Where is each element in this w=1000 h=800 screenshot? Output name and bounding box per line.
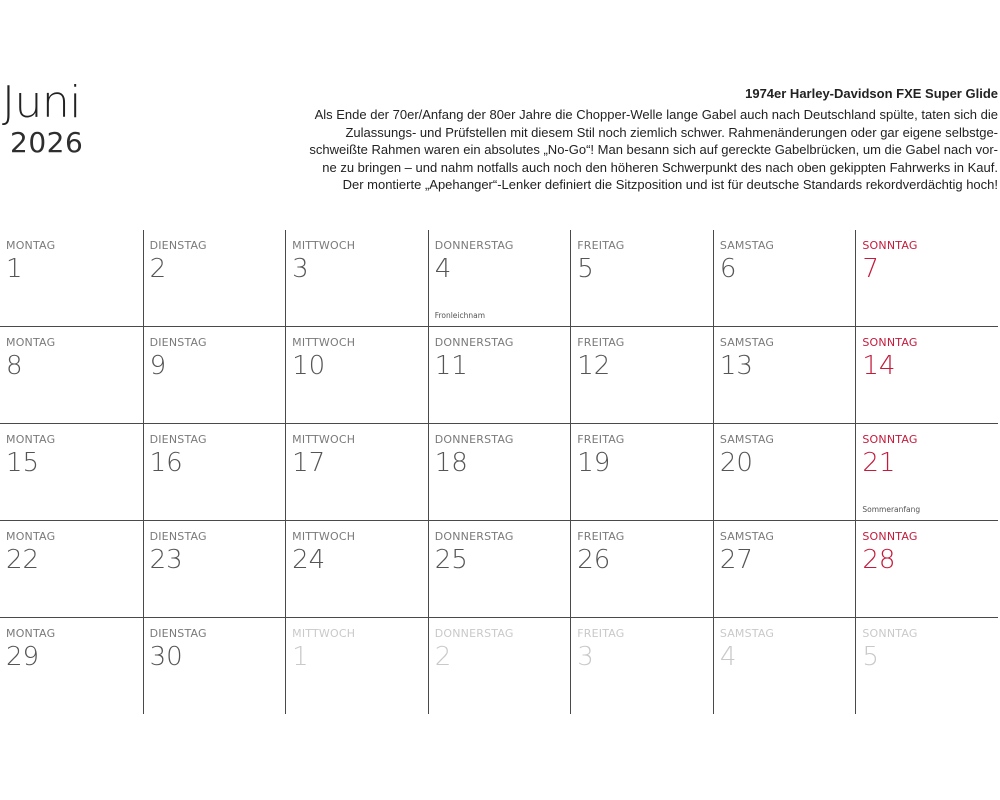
day-number: 12 <box>577 351 611 381</box>
calendar-day-cell <box>285 521 428 617</box>
calendar-week-row <box>0 521 998 618</box>
weekday-label: MITTWOCH <box>292 336 356 349</box>
description-title: 1974er Harley-Davidson FXE Super Glide <box>745 86 998 101</box>
calendar-day-cell <box>428 230 571 326</box>
day-number: 20 <box>719 448 753 478</box>
holiday-label: Sommeranfang <box>862 505 921 514</box>
day-number: 13 <box>719 351 753 381</box>
calendar-day-cell-adjacent-month <box>285 618 428 714</box>
weekday-label: MITTWOCH <box>292 627 356 640</box>
day-number: 24 <box>292 545 326 575</box>
day-number: 9 <box>149 351 167 381</box>
description-line: Der montierte „Apehanger“-Lenker definiert die Sitzposition und ist für deutsche Standards rekordverdächtig hoch! <box>342 177 998 192</box>
day-number: 29 <box>6 642 40 672</box>
day-number: 19 <box>577 448 611 478</box>
weekday-label: MITTWOCH <box>292 530 356 543</box>
weekday-label: FREITAG <box>577 433 625 446</box>
calendar-day-cell <box>713 521 856 617</box>
calendar-week-row <box>0 327 998 424</box>
calendar-day-cell <box>0 230 143 326</box>
day-number: 7 <box>862 254 879 284</box>
calendar-day-cell <box>855 230 998 326</box>
day-number: 3 <box>292 254 309 284</box>
calendar-day-cell <box>855 327 998 423</box>
weekday-label: DIENSTAG <box>149 530 207 543</box>
day-number: 25 <box>434 545 468 575</box>
calendar-day-cell <box>285 230 428 326</box>
weekday-label: SAMSTAG <box>719 627 775 640</box>
weekday-label: DIENSTAG <box>149 239 207 252</box>
month-name: Juni <box>2 77 81 128</box>
description-line: Als Ende der 70er/Anfang der 80er Jahre die Chopper-Welle lange Gabel auch nach Deutschland spülte, taten sich die <box>314 107 998 122</box>
day-number: 10 <box>292 351 326 381</box>
calendar-day-cell <box>143 424 286 520</box>
weekday-label: FREITAG <box>577 336 625 349</box>
calendar-day-cell <box>143 230 286 326</box>
description-line: schweißte Rahmen waren ein absolutes „No-Go“! Man besann sich auf gereckte Gabelbrücken, um die Gabel nach vor- <box>309 142 998 157</box>
calendar-day-cell-adjacent-month <box>855 618 998 714</box>
weekday-label: SONNTAG <box>862 627 918 640</box>
day-number: 2 <box>149 254 167 284</box>
calendar-day-cell <box>570 521 713 617</box>
calendar-day-cell <box>428 424 571 520</box>
calendar-day-cell <box>713 230 856 326</box>
day-number: 5 <box>577 254 594 284</box>
weekday-label: MONTAG <box>6 239 56 252</box>
motorcycle-description <box>278 85 998 194</box>
calendar-day-cell <box>428 327 571 423</box>
weekday-label: MONTAG <box>6 627 56 640</box>
weekday-label: DONNERSTAG <box>434 627 514 640</box>
calendar-day-cell <box>570 424 713 520</box>
day-number: 15 <box>6 448 40 478</box>
description-line: ne zu bringen – und nahm notfalls auch noch den höheren Schwerpunkt des nach oben gekippten Fahrwerks in Kauf. <box>322 159 998 175</box>
weekday-label: MONTAG <box>6 336 56 349</box>
calendar-day-cell-adjacent-month <box>428 618 571 714</box>
calendar-day-cell <box>143 521 286 617</box>
day-number: 6 <box>719 254 737 284</box>
weekday-label: DIENSTAG <box>149 336 207 349</box>
weekday-label: SONNTAG <box>862 433 918 446</box>
weekday-label: FREITAG <box>577 627 625 640</box>
calendar-day-cell <box>428 521 571 617</box>
calendar-day-cell <box>0 618 143 714</box>
day-number: 21 <box>862 448 896 478</box>
day-number: 2 <box>434 642 452 672</box>
day-number: 16 <box>149 448 183 478</box>
weekday-label: SONNTAG <box>862 336 918 349</box>
calendar-day-cell <box>285 327 428 423</box>
day-number: 4 <box>719 642 737 672</box>
weekday-label: SONNTAG <box>862 530 918 543</box>
calendar-week-row <box>0 230 998 327</box>
weekday-label: MITTWOCH <box>292 433 356 446</box>
day-number: 17 <box>292 448 326 478</box>
day-number: 18 <box>434 448 468 478</box>
day-number: 27 <box>719 545 753 575</box>
weekday-label: MITTWOCH <box>292 239 356 252</box>
weekday-label: MONTAG <box>6 530 56 543</box>
weekday-label: DONNERSTAG <box>434 530 514 543</box>
day-number: 23 <box>149 545 183 575</box>
calendar-week-row <box>0 424 998 521</box>
day-number: 26 <box>577 545 611 575</box>
calendar-grid <box>0 230 998 714</box>
weekday-label: MONTAG <box>6 433 56 446</box>
weekday-label: SAMSTAG <box>719 530 775 543</box>
weekday-label: DONNERSTAG <box>434 336 514 349</box>
calendar-day-cell <box>285 424 428 520</box>
weekday-label: FREITAG <box>577 239 625 252</box>
year: 2026 <box>10 126 84 159</box>
weekday-label: SONNTAG <box>862 239 918 252</box>
calendar-week-row <box>0 618 998 714</box>
day-number: 5 <box>862 642 879 672</box>
weekday-label: SAMSTAG <box>719 336 775 349</box>
calendar-day-cell <box>143 327 286 423</box>
day-number: 22 <box>6 545 40 575</box>
weekday-label: SAMSTAG <box>719 433 775 446</box>
day-number: 28 <box>862 545 896 575</box>
day-number: 3 <box>577 642 594 672</box>
calendar-day-cell <box>0 424 143 520</box>
day-number: 11 <box>434 351 468 381</box>
day-number: 14 <box>862 351 896 381</box>
holiday-label: Fronleichnam <box>434 311 486 320</box>
weekday-label: DONNERSTAG <box>434 239 514 252</box>
calendar-day-cell <box>713 424 856 520</box>
weekday-label: DONNERSTAG <box>434 433 514 446</box>
day-number: 1 <box>6 254 23 284</box>
calendar-day-cell <box>570 230 713 326</box>
calendar-day-cell <box>713 327 856 423</box>
calendar-day-cell <box>0 521 143 617</box>
calendar-day-cell <box>0 327 143 423</box>
calendar-day-cell <box>855 521 998 617</box>
calendar-day-cell <box>570 327 713 423</box>
weekday-label: DIENSTAG <box>149 433 207 446</box>
calendar-day-cell-adjacent-month <box>570 618 713 714</box>
calendar-day-cell <box>143 618 286 714</box>
day-number: 8 <box>6 351 23 381</box>
weekday-label: FREITAG <box>577 530 625 543</box>
description-line: Zulassungs- und Prüfstellen mit diesem Stil noch ziemlich schwer. Rahmenänderungen oder gar eigene selbstge- <box>345 124 998 140</box>
weekday-label: SAMSTAG <box>719 239 775 252</box>
day-number: 1 <box>292 642 309 672</box>
day-number: 30 <box>149 642 183 672</box>
month-header <box>2 78 83 158</box>
day-number: 4 <box>434 254 452 284</box>
calendar-day-cell-adjacent-month <box>713 618 856 714</box>
calendar-day-cell <box>855 424 998 520</box>
weekday-label: DIENSTAG <box>149 627 207 640</box>
